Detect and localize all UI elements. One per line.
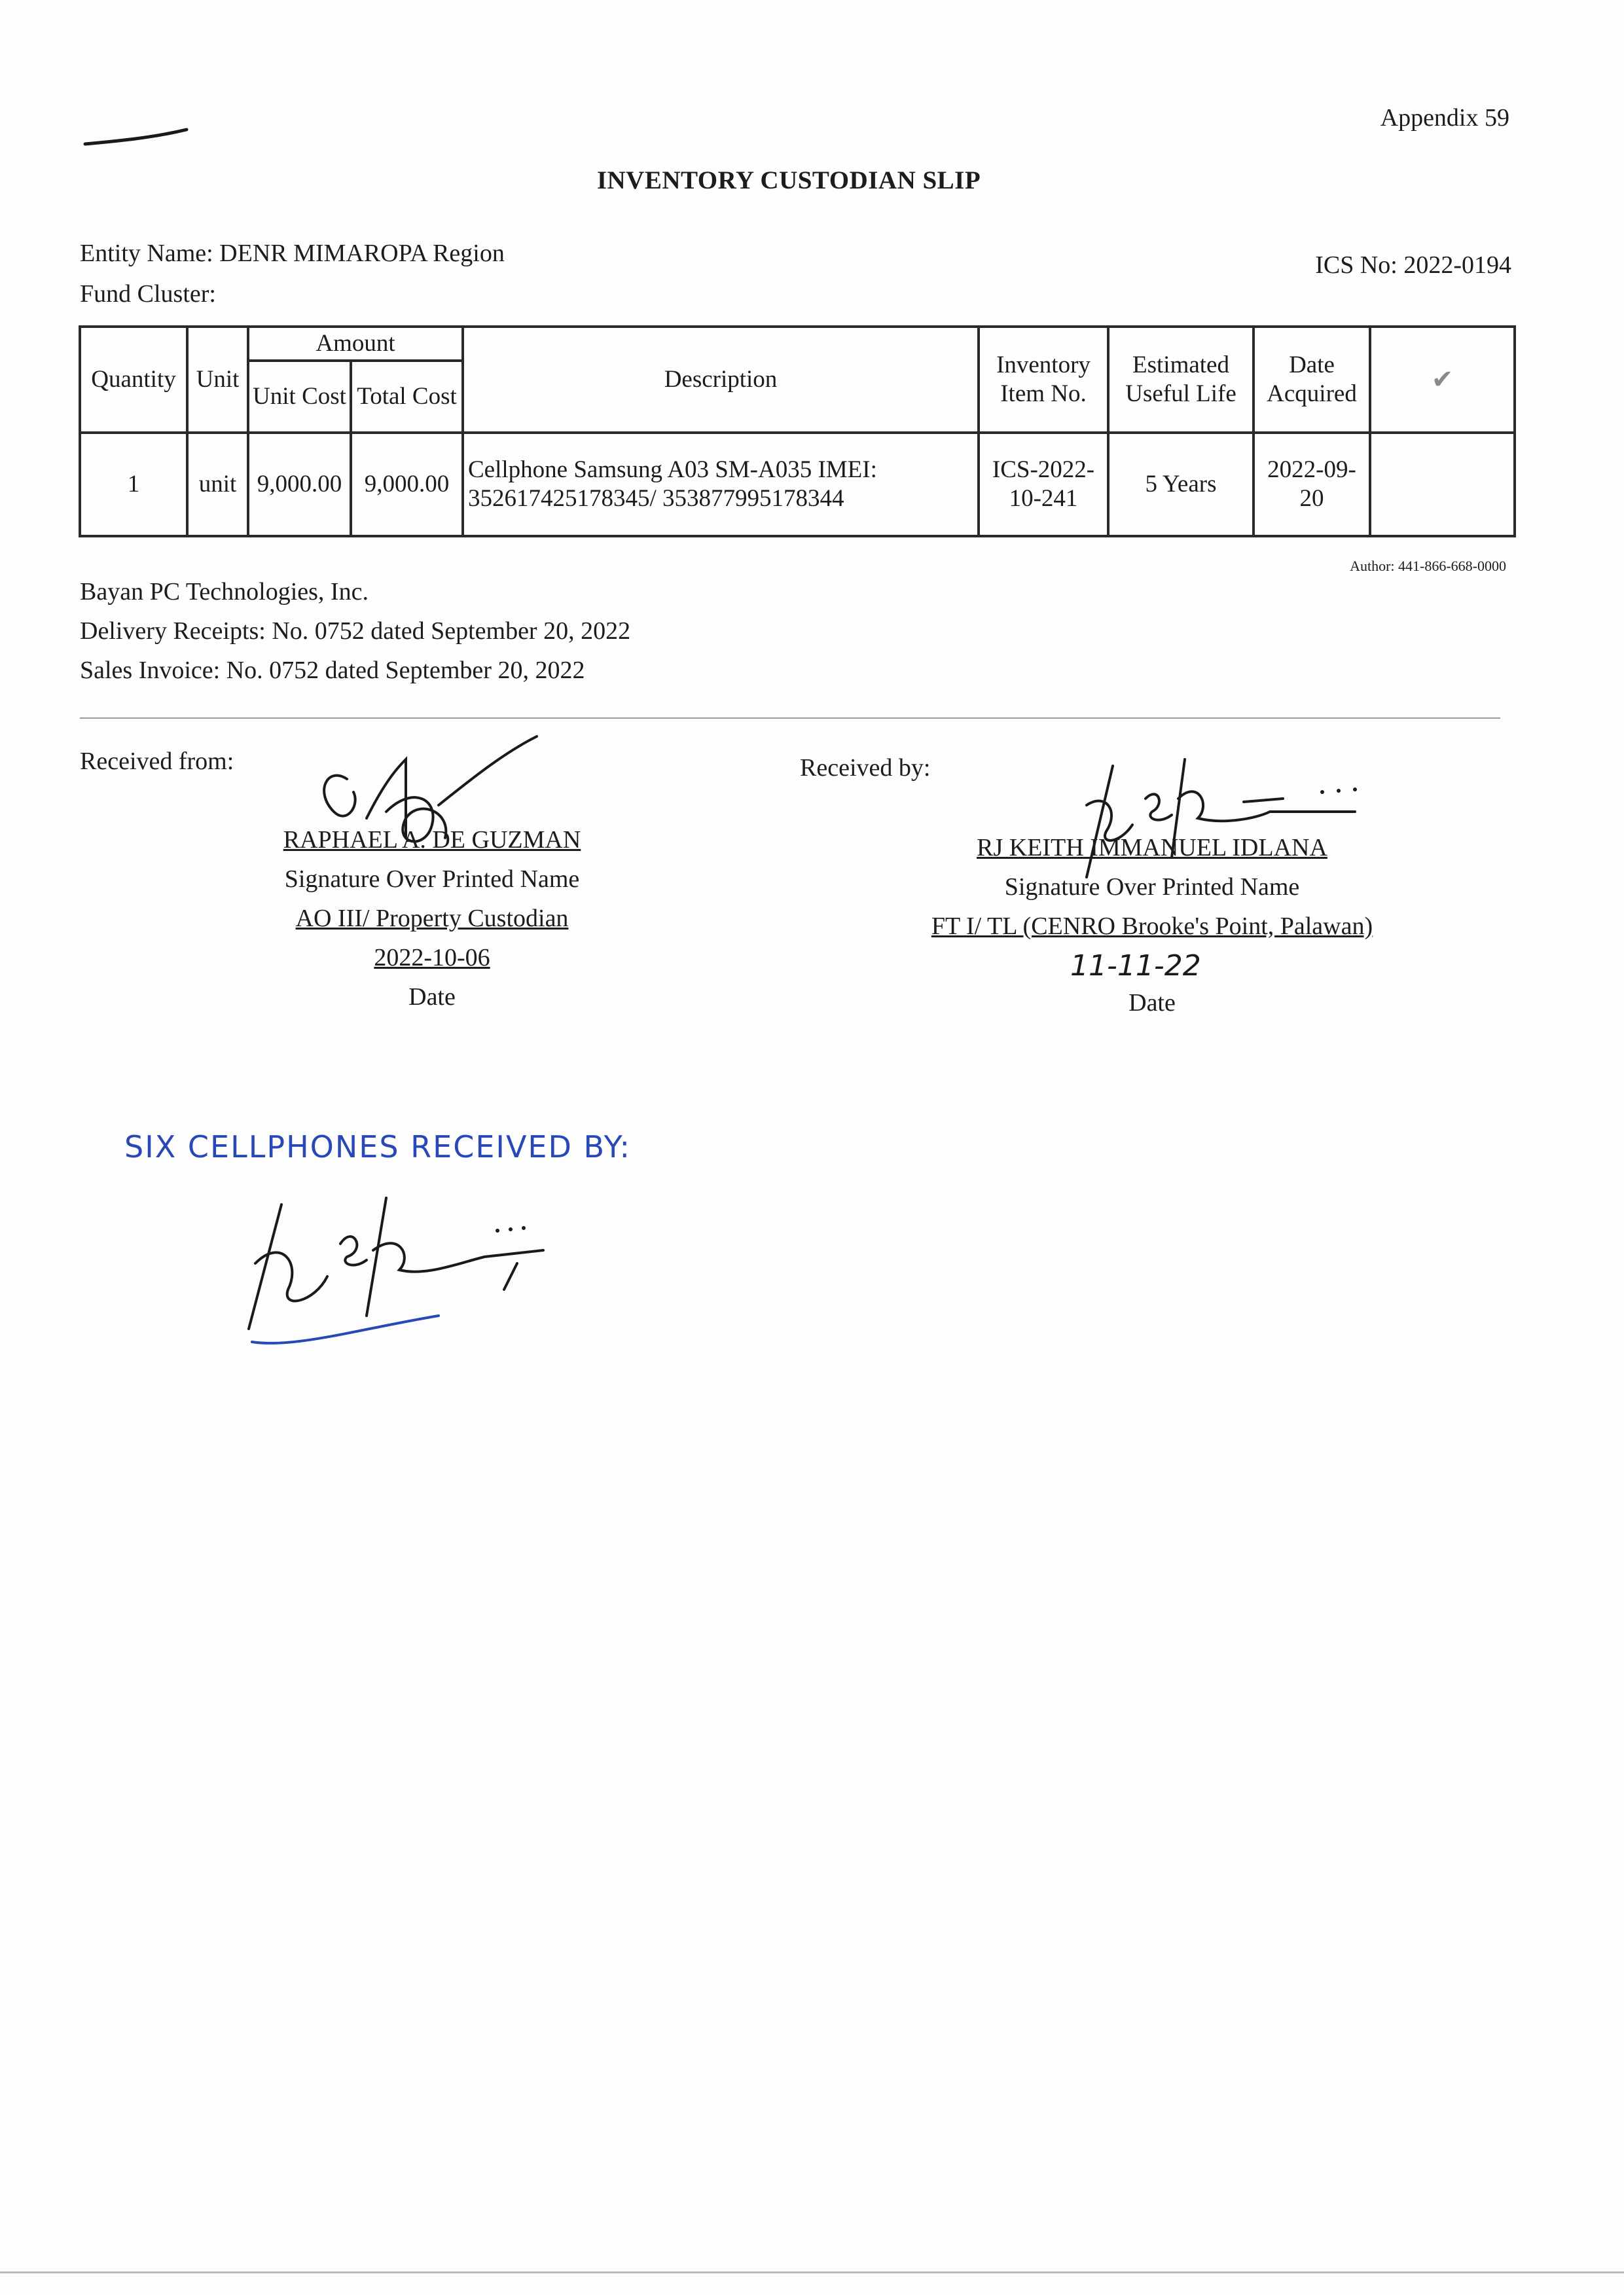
received-by-name: RJ KEITH IMMANUEL IDLANA [977,834,1327,861]
header-date-acquired: Date Acquired [1254,327,1370,433]
scan-edge [0,2271,1624,2273]
appendix-label: Appendix 59 [1380,104,1509,132]
checkmark-icon: ✔ [1370,327,1515,433]
received-from-caption: Signature Over Printed Name [284,865,580,893]
header-unit-cost: Unit Cost [248,361,351,433]
table-row [80,433,1515,536]
supplier-name: Bayan PC Technologies, Inc. [80,578,369,605]
header-unit: Unit [187,327,248,433]
author-note: Author: 441-866-668-0000 [1350,558,1506,574]
received-from-name: RAPHAEL A. DE GUZMAN [283,826,581,854]
cell-inventory-item-no: ICS-2022-10-241 [979,433,1108,536]
cell-unit-cost: 9,000.00 [248,433,351,536]
cell-useful-life: 5 Years [1108,433,1254,536]
cell-description: Cellphone Samsung A03 SM-A035 IMEI: 352617425178345/ 353877995178344 [463,433,979,536]
header-total-cost: Total Cost [351,361,463,433]
header-amount: Amount [248,327,463,361]
cell-unit: unit [187,433,248,536]
header-inventory-item-no: Inventory Item No. [979,327,1108,433]
received-by-caption: Signature Over Printed Name [1004,873,1300,901]
delivery-receipts: Delivery Receipts: No. 0752 dated September 20, 2022 [80,617,631,645]
received-from-date-label: Date [408,983,456,1011]
sales-invoice: Sales Invoice: No. 0752 dated September 20, 2022 [80,657,585,684]
header-description: Description [463,327,979,433]
fund-cluster: Fund Cluster: [80,280,216,308]
signature-received-from [308,740,556,884]
cell-remarks [1370,433,1515,536]
received-from-label: Received from: [80,748,234,775]
received-by-position: FT I/ TL (CENRO Brooke's Point, Palawan) [931,913,1373,940]
received-by-date-label: Date [1128,989,1176,1017]
cell-total-cost: 9,000.00 [351,433,463,536]
received-by-label: Received by: [800,754,931,782]
inventory-table [79,325,1516,537]
ics-number: ICS No: 2022-0194 [1315,251,1511,279]
document-title: INVENTORY CUSTODIAN SLIP [596,166,981,194]
header-useful-life: Estimated Useful Life [1108,327,1254,433]
signature-note [242,1185,556,1355]
cell-quantity: 1 [80,433,187,536]
header-quantity: Quantity [80,327,187,433]
divider [80,717,1500,719]
received-from-date: 2022-10-06 [374,944,490,971]
received-by-date-handwritten: 11-11-22 [1070,949,1201,983]
received-from-position: AO III/ Property Custodian [295,905,569,932]
signature-received-by [1074,753,1388,884]
scan-mark [82,124,193,151]
entity-name: Entity Name: DENR MIMAROPA Region [80,240,505,267]
handwritten-note: SIX CELLPHONES RECEIVED BY: [124,1129,632,1165]
cell-date-acquired: 2022-09-20 [1254,433,1370,536]
